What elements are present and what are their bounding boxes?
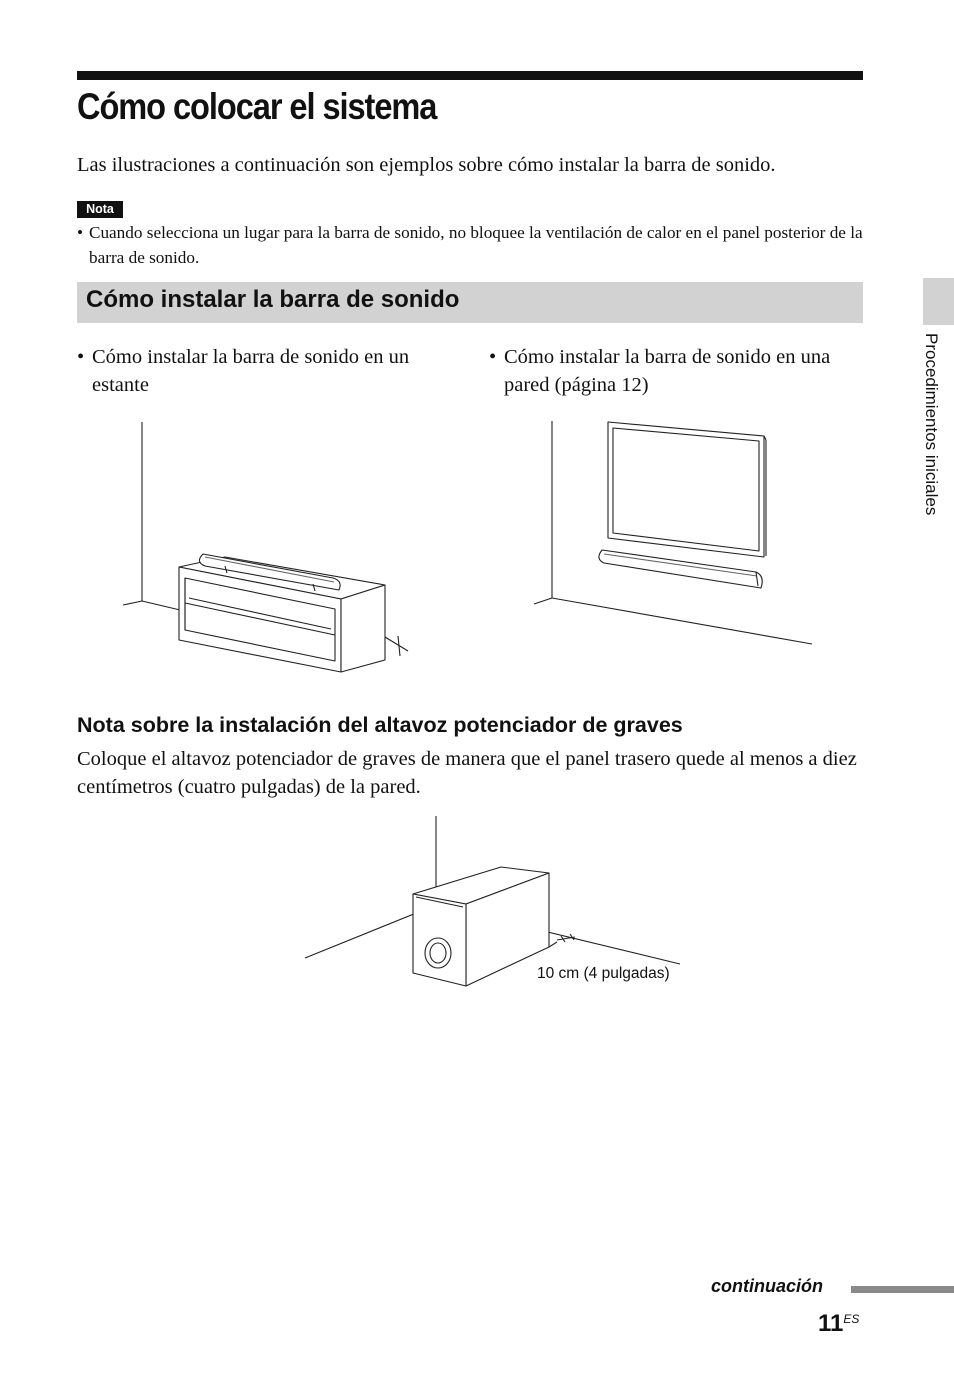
shelf-option <box>77 343 462 399</box>
distance-label: 10 cm (4 pulgadas) <box>537 965 670 982</box>
page-title: Cómo colocar el sistema <box>77 86 437 127</box>
page-number-suffix: ES <box>843 1312 860 1326</box>
chapter-label: Procedimientos iniciales <box>922 333 941 516</box>
wall-option <box>489 343 869 399</box>
note-text: Cuando selecciona un lugar para la barra de sonido, no bloquee la ventilación de calor en el panel posterior de la barra de sonido. <box>89 223 863 267</box>
continuation-rule <box>851 1286 954 1293</box>
chapter-tab <box>923 278 954 325</box>
wall-illustration <box>530 418 820 650</box>
shelf-option-text: Cómo instalar la barra de sonido en un estante <box>92 346 410 396</box>
page-number-value: 11 <box>818 1310 844 1337</box>
continuation-label: continuación <box>711 1276 823 1296</box>
note-bullet: • <box>77 223 84 242</box>
note-item <box>77 220 867 270</box>
shelf-illustration <box>115 418 415 680</box>
intro-paragraph: Las ilustraciones a continuación son ejemplos sobre cómo instalar la barra de sonido. <box>77 154 776 176</box>
section-title: Cómo instalar la barra de sonido <box>86 286 460 313</box>
title-rule <box>77 71 863 80</box>
subwoofer-text: Coloque el altavoz potenciador de graves de manera que el panel trasero quede al menos a diez centímetros (cuatro pulgadas) de la pared. <box>77 748 857 798</box>
wall-option-bullet: • <box>489 346 497 368</box>
subwoofer-heading: Nota sobre la instalación del altavoz potenciador de graves <box>77 713 683 737</box>
shelf-option-bullet: • <box>77 346 85 368</box>
note-badge: Nota <box>77 201 123 218</box>
page-number <box>818 1310 859 1338</box>
wall-option-text: Cómo instalar la barra de sonido en una pared (página 12) <box>504 346 831 396</box>
